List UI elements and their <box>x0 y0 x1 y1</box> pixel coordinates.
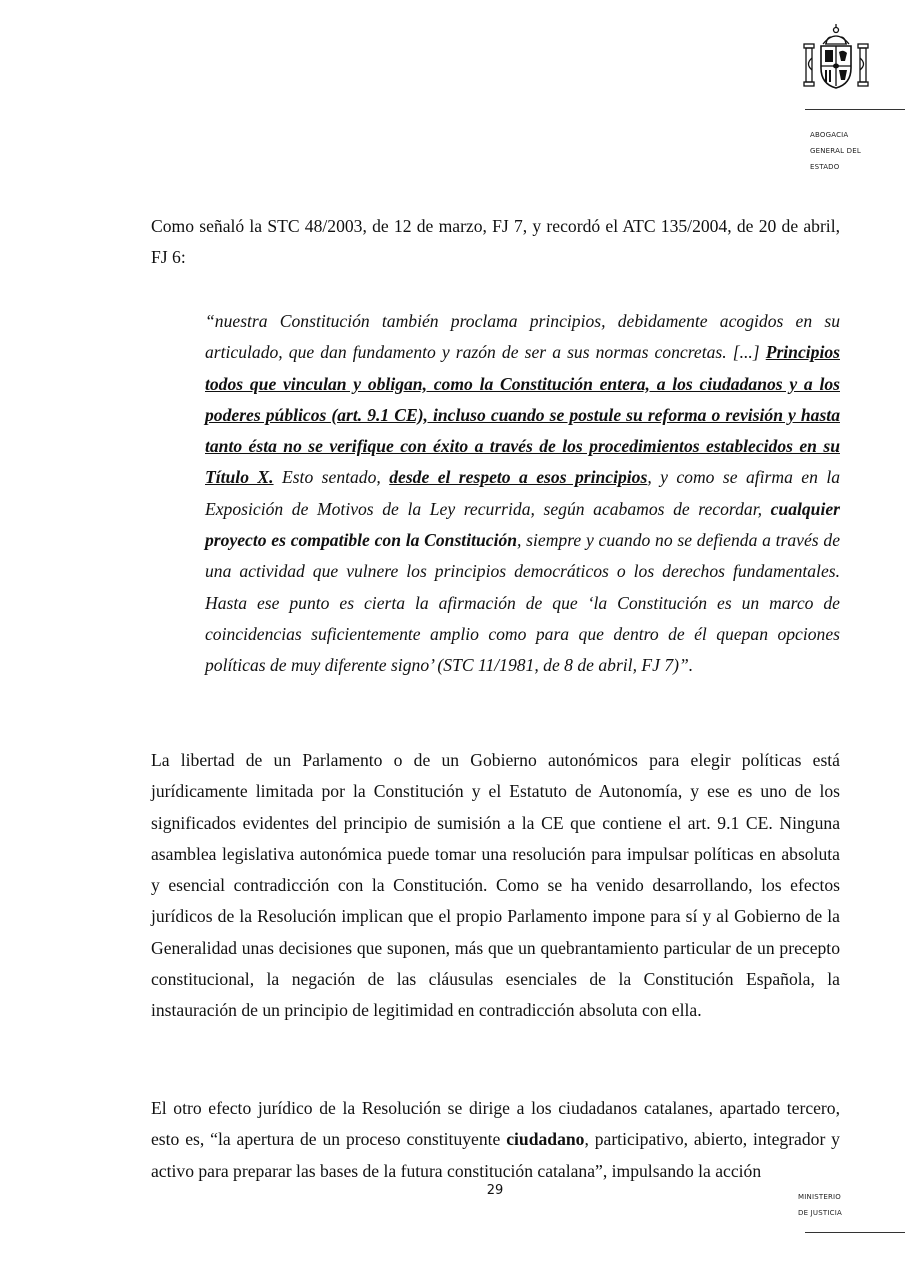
header-rule <box>805 109 905 110</box>
quote-emphasis: desde el respeto a esos principios <box>389 467 648 488</box>
ministry-line: DE JUSTICIA <box>798 1209 842 1217</box>
ministry-label <box>798 1189 842 1221</box>
body-paragraph: La libertad de un Parlamento o de un Gobierno autonómicos para elegir políticas está jurídicamente limitada por la Constitución y el Estatuto de Autonomía, y ese es uno de los significados evidentes del principio de sumisión a la CE que contiene el art. 9.1 CE. Ninguna asamblea legislativa autonómica puede tomar una resolución para impulsar políticas en absoluta y esencial contradicción con la Constitución. Como se ha venido desarrollando, los efectos jurídicos de la Resolución implican que el propio Parlamento impone para sí y al Gobierno de la Generalidad unas decisiones que suponen, más que un quebrantamiento particular de un precepto constitucional, la negación de las cláusulas esenciales de la Constitución Española, la instauración de un principio de legitimidad en contradicción absoluta con ella. <box>151 750 840 1021</box>
quote-text: , y como se afirma en la Exposición de Motivos de la Ley recurrida, según acabamos de recordar, <box>205 467 841 519</box>
quoted-passage <box>205 306 840 682</box>
body-paragraph <box>151 1093 840 1187</box>
quote-text: “nuestra Constitución también proclama principios, debidamente acogidos en su articulado, que dan fundamento y razón de ser a sus normas concretas. [...] <box>205 311 840 363</box>
intro-paragraph: Como señaló la STC 48/2003, de 12 de marzo, FJ 7, y recordó el ATC 135/2004, de 20 de abril, FJ 6: <box>151 216 840 268</box>
paragraph-text: , participativo, abierto, integrador y activo para preparar las bases de la futura constitución catalana”, impulsando la acción <box>151 1129 840 1181</box>
quote-emphasis: Principios todos que vinculan y obligan, como la Constitución entera, a los ciudadanos y a los poderes públicos (art. 9.1 CE), incluso cuando se postule su reforma o revisión y hasta tanto ésta no se verifique con éxito a través de los procedimientos establecidos en su Título X. <box>205 342 840 488</box>
footer-rule <box>805 1232 905 1233</box>
coat-of-arms-icon <box>801 24 871 96</box>
paragraph-text: El otro efecto jurídico de la Resolución se dirige a los ciudadanos catalanes, apartado tercero, esto es, “la apertura de un proceso constituyente <box>151 1098 840 1150</box>
org-line: ESTADO <box>810 163 840 171</box>
paragraph-bold: ciudadano <box>506 1129 585 1150</box>
quote-text: Esto sentado, <box>273 467 390 488</box>
ministry-line: MINISTERIO <box>798 1193 841 1201</box>
quote-bold: cualquier proyecto es compatible con la Constitución <box>205 498 840 551</box>
page-number: 29 <box>486 1183 504 1198</box>
org-line: ABOGACIA <box>810 131 849 139</box>
org-line: GENERAL DEL <box>810 147 861 155</box>
issuing-body-label <box>810 127 861 175</box>
quote-text: , siempre y cuando no se defienda a través de una actividad que vulnere los principios democráticos o los derechos fundamentales. Hasta ese punto es cierta la afirmación de que ‘la Constitución es un marco de coincidencias suficientemente amplio como para que dentro de él quepan opciones políticas de muy diferente signo’ (STC 11/1981, de 8 de abril, FJ 7)”. <box>205 530 840 676</box>
